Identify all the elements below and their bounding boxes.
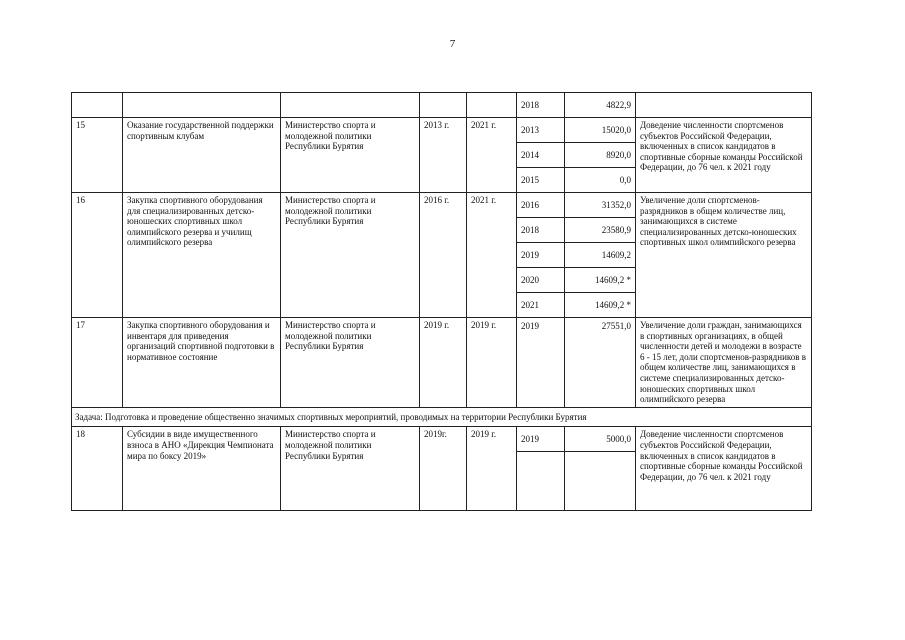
table-row-16 <box>72 193 812 218</box>
funding-year: 2014 <box>517 143 565 168</box>
funding-amount <box>565 452 636 511</box>
start-year: 2013 г. <box>420 118 467 193</box>
executor: Министерство спорта и молодежной политики Республики Бурятия <box>281 427 420 511</box>
row-number: 18 <box>72 427 123 511</box>
end-year: 2019 г. <box>467 318 517 408</box>
funding-year: 2015 <box>517 168 565 193</box>
end-year <box>467 93 517 118</box>
row-number: 15 <box>72 118 123 193</box>
start-year <box>420 93 467 118</box>
page-number: 7 <box>449 38 456 50</box>
funding-year: 2016 <box>517 193 565 218</box>
funding-amount: 5000,0 <box>565 427 636 452</box>
table-row-15 <box>72 118 812 143</box>
funding-amount: 8920,0 <box>565 143 636 168</box>
task-text: Задача: Подготовка и проведение общественно значимых спортивных мероприятий, проводимых на территории Республики Бурятия <box>72 407 812 427</box>
expected-result: Доведение численности спортсменов субъектов Российской Федерации, включенных в список кандидатов в спортивные сборные команды Российской Федерации, до 76 чел. к 2021 году <box>636 118 812 193</box>
funding-amount: 14609,2 * <box>565 293 636 318</box>
end-year: 2021 г. <box>467 118 517 193</box>
task-row <box>72 407 812 427</box>
funding-amount: 14609,2 * <box>565 268 636 293</box>
funding-year: 2019 <box>517 427 565 452</box>
funding-year: 2021 <box>517 293 565 318</box>
activity-name: Закупка спортивного оборудования и инвентаря для приведения организаций спортивной подготовки в нормативное состояние <box>123 318 281 408</box>
executor: Министерство спорта и молодежной политики Республики Бурятия <box>281 193 420 318</box>
activity-name: Закупка спортивного оборудования для специализированных детско-юношеских спортивных школ олимпийского резерва и училищ олимпийского резерва <box>123 193 281 318</box>
funding-amount: 0,0 <box>565 168 636 193</box>
funding-amount: 14609,2 <box>565 243 636 268</box>
activity-name: Субсидии в виде имущественного взноса в АНО «Дирекция Чемпионата мира по боксу 2019» <box>123 427 281 511</box>
funding-amount: 23580,9 <box>565 218 636 243</box>
funding-amount: 31352,0 <box>565 193 636 218</box>
funding-year: 2018 <box>517 218 565 243</box>
expected-result <box>636 93 812 118</box>
end-year: 2021 г. <box>467 193 517 318</box>
executor <box>281 93 420 118</box>
start-year: 2019 г. <box>420 318 467 408</box>
funding-year: 2013 <box>517 118 565 143</box>
row-number <box>72 93 123 118</box>
funding-amount: 4822,9 <box>565 93 636 118</box>
table-row-18 <box>72 427 812 452</box>
program-activities-table <box>71 92 812 511</box>
table-row-17 <box>72 318 812 408</box>
funding-year: 2019 <box>517 243 565 268</box>
funding-amount: 27551,0 <box>565 318 636 408</box>
expected-result: Увеличение доли граждан, занимающихся в спортивных организациях, в общей численности детей и молодежи в возрасте 6 - 15 лет, доли спортсменов-разрядников в общем количестве лиц, занимающихся в системе специализированных детско-юношеских спортивных школ олимпийского резерва <box>636 318 812 408</box>
funding-year: 2019 <box>517 318 565 408</box>
funding-year: 2020 <box>517 268 565 293</box>
funding-year <box>517 452 565 511</box>
table-row-continuation <box>72 93 812 118</box>
executor: Министерство спорта и молодежной политики Республики Бурятия <box>281 318 420 408</box>
expected-result: Увеличение доли спортсменов-разрядников в общем количестве лиц, занимающихся в системе специализированных детско-юношеских спортивных школ олимпийского резерва <box>636 193 812 318</box>
end-year: 2019 г. <box>467 427 517 511</box>
row-number: 17 <box>72 318 123 408</box>
row-number: 16 <box>72 193 123 318</box>
start-year: 2019г. <box>420 427 467 511</box>
activity-name: Оказание государственной поддержки спортивным клубам <box>123 118 281 193</box>
funding-amount: 15020,0 <box>565 118 636 143</box>
activity-name <box>123 93 281 118</box>
expected-result: Доведение численности спортсменов субъектов Российской Федерации, включенных в список кандидатов в спортивные сборные команды Российской Федерации, до 76 чел. к 2021 году <box>636 427 812 511</box>
funding-year: 2018 <box>517 93 565 118</box>
start-year: 2016 г. <box>420 193 467 318</box>
executor: Министерство спорта и молодежной политики Республики Бурятия <box>281 118 420 193</box>
